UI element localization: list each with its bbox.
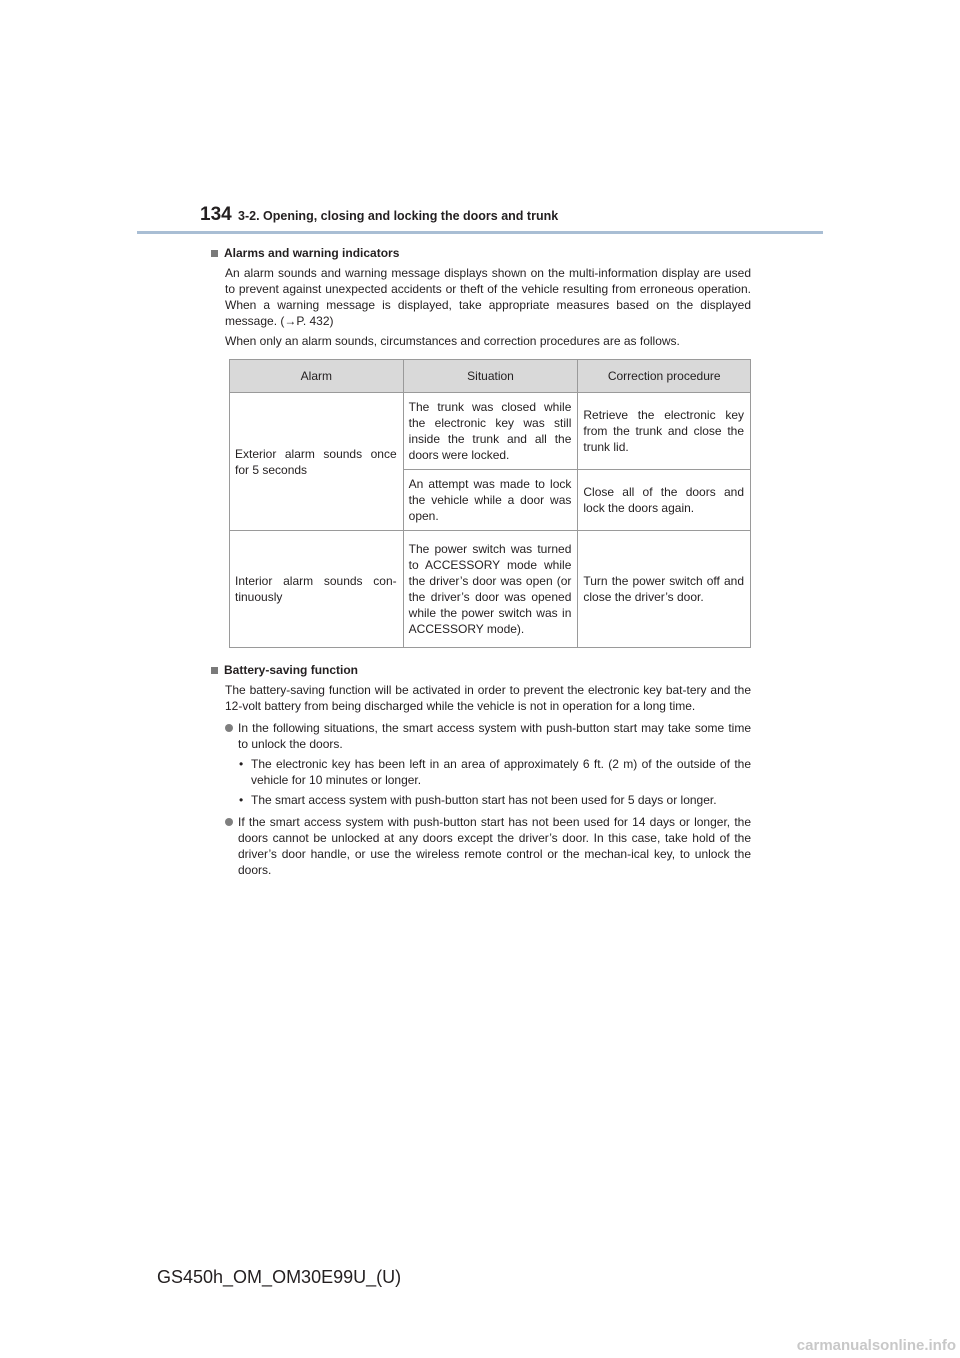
section-heading-battery <box>211 662 751 678</box>
section-title: Alarms and warning indicators <box>224 246 400 260</box>
table-row <box>230 531 751 648</box>
circle-bullet-icon <box>225 818 233 826</box>
column-header: Correction procedure <box>578 360 751 393</box>
page-content <box>211 245 751 878</box>
table-cell-alarm: Exterior alarm sounds once for 5 seconds <box>230 393 404 531</box>
circle-bullet-icon <box>225 724 233 732</box>
table-cell-situation: The power switch was turned to ACCESSORY mode while the driver’s door was open (or the driver’s door was opened while the power switch was in ACCESSORY mode). <box>403 531 578 648</box>
square-bullet-icon <box>211 250 218 257</box>
watermark: carmanualsonline.info <box>796 1337 956 1354</box>
column-header: Situation <box>403 360 578 393</box>
bullet-text: In the following situations, the smart access system with push-button start may take some time to unlock the doors. <box>238 721 751 751</box>
sub-bullet-item <box>239 792 751 808</box>
header-rule <box>137 231 823 234</box>
paragraph: An alarm sounds and warning message displays shown on the multi-information display are used to prevent against unexpected accidents or theft of the vehicle resulting from erroneous operation. When a warning message is displayed, take appropriate measures based on the displayed message. (→P. 432) <box>225 266 751 328</box>
paragraph: The battery-saving function will be activated in order to prevent the electronic key bat-tery and the 12-volt battery from being discharged while the vehicle is not in operation for a long time. <box>225 683 751 713</box>
section-title: Battery-saving function <box>224 663 359 677</box>
sub-bullet-item <box>239 756 751 788</box>
table-cell-correction: Retrieve the electronic key from the trunk and close the trunk lid. <box>578 393 751 470</box>
paragraph: When only an alarm sounds, circumstances and correction procedures are as follows. <box>225 334 680 348</box>
sub-bullet-marker: • <box>239 793 244 807</box>
alarm-table <box>229 359 751 648</box>
table-cell-correction: Turn the power switch off and close the driver’s door. <box>578 531 751 648</box>
bullet-text: If the smart access system with push-button start has not been used for 14 days or longer, the doors cannot be unlocked at any doors except the driver’s door. In this case, take hold of the driver’s door handle, or use the wireless remote control or the mechan-ical key, to unlock the doors. <box>238 815 751 877</box>
section-heading-alarms <box>211 245 751 261</box>
column-header: Alarm <box>230 360 404 393</box>
chapter-title: 3-2. Opening, closing and locking the doors and trunk <box>238 209 559 223</box>
table-header-row <box>230 360 751 393</box>
bullet-item <box>225 720 751 752</box>
page-number: 134 <box>200 204 232 225</box>
sub-bullet-text: The smart access system with push-button start has not been used for 5 days or longer. <box>251 793 717 807</box>
sub-bullet-text: The electronic key has been left in an area of approximately 6 ft. (2 m) of the outside of the vehicle for 10 minutes or longer. <box>251 757 751 787</box>
table-cell-alarm: Interior alarm sounds con-tinuously <box>230 531 404 648</box>
table-cell-correction: Close all of the doors and lock the doors again. <box>578 470 751 531</box>
table-cell-situation: The trunk was closed while the electronic key was still inside the trunk and all the doors were locked. <box>403 393 578 470</box>
document-code: GS450h_OM_OM30E99U_(U) <box>157 1267 402 1287</box>
bullet-item <box>225 814 751 878</box>
square-bullet-icon <box>211 667 218 674</box>
table-cell-situation: An attempt was made to lock the vehicle while a door was open. <box>403 470 578 531</box>
table-row <box>230 393 751 470</box>
sub-bullet-marker: • <box>239 757 244 771</box>
